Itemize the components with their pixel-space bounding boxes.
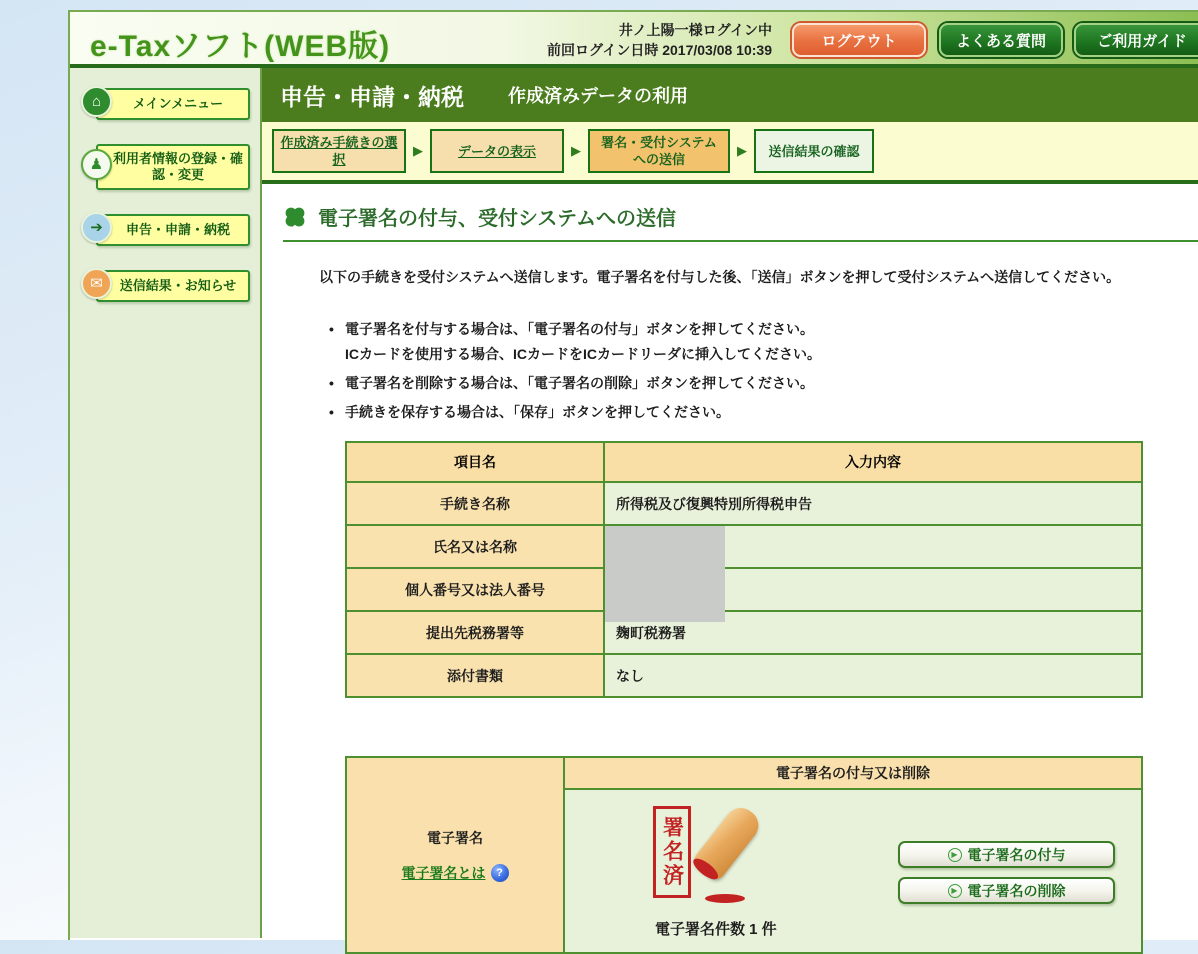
- signature-label-cell: [347, 758, 565, 952]
- hanko-stamp-icon: [691, 802, 765, 883]
- table-row: [346, 482, 1142, 525]
- sidebar-item-label: 利用者情報の登録・確認・変更: [112, 151, 243, 182]
- clover-icon: [283, 205, 307, 229]
- table-row: [346, 525, 1142, 568]
- signature-table: [345, 756, 1143, 954]
- table-row: [346, 611, 1142, 654]
- row-label: 添付書類: [346, 654, 604, 697]
- row-value: 所得税及び復興特別所得税申告: [604, 482, 1142, 525]
- redacted-area: [605, 526, 725, 622]
- step-navigation: [262, 122, 1198, 184]
- faq-button[interactable]: よくある質問: [939, 23, 1063, 57]
- home-icon: ⌂: [81, 86, 112, 117]
- page-title: 申告・申請・納税: [280, 83, 464, 110]
- app-header: [70, 12, 1198, 68]
- sidebar-item-results[interactable]: [90, 270, 250, 302]
- instruction-item: • 電子署名を付与する場合は、「電子署名の付与」ボタンを押してください。: [329, 317, 1198, 342]
- step-arrow-icon: ▶: [571, 143, 581, 158]
- etax-window: [68, 10, 1198, 940]
- signature-help-link[interactable]: 電子署名とは: [401, 865, 486, 881]
- column-header-value: 入力内容: [604, 442, 1142, 482]
- page-description: 以下の手続きを受付システムへ送信します。電子署名を付与した後、「送信」ボタンを押して受付システムへ送信してください。: [319, 269, 1121, 285]
- step-arrow-icon: ▶: [737, 143, 747, 158]
- row-label: 個人番号又は法人番号: [346, 568, 604, 611]
- login-user-text: 井ノ上陽一様ログイン中: [618, 22, 772, 38]
- table-header-row: [346, 442, 1142, 482]
- row-value: なし: [604, 654, 1142, 697]
- app-logo: e-Taxソフト(WEB版): [90, 30, 391, 63]
- main-area: [262, 68, 1198, 938]
- sidebar-item-label: 申告・申請・納税: [125, 222, 230, 237]
- ink-mark: [705, 894, 745, 903]
- login-status: [450, 20, 772, 60]
- signature-panel-header: 電子署名の付与又は削除: [565, 758, 1141, 790]
- sidebar-item-label: メインメニュー: [132, 96, 224, 111]
- user-icon: ♟: [81, 149, 112, 180]
- logout-button[interactable]: ログアウト: [792, 23, 926, 57]
- step-view-data[interactable]: データの表示: [430, 129, 564, 173]
- play-icon: ▶: [948, 884, 962, 898]
- stamp-text: 署名済: [660, 816, 684, 888]
- mail-icon: ✉: [81, 268, 112, 299]
- sidebar-item-label: 送信結果・お知らせ: [119, 278, 237, 293]
- delete-signature-button[interactable]: [898, 877, 1115, 904]
- instruction-list: [329, 317, 1198, 425]
- step-confirm-result: 送信結果の確認: [754, 129, 874, 173]
- stamp-frame: [653, 806, 691, 898]
- row-label: 氏名又は名称: [346, 525, 604, 568]
- instruction-item: • 手続きを保存する場合は、「保存」ボタンを押してください。: [329, 400, 1198, 425]
- guide-button[interactable]: ご利用ガイド: [1074, 23, 1198, 57]
- instruction-item-continued: ICカードを使用する場合、ICカードをICカードリーダに挿入してください。: [345, 346, 821, 362]
- row-value: 麹町税務署: [604, 611, 1142, 654]
- attach-signature-label: 電子署名の付与: [967, 846, 1066, 863]
- attach-signature-button[interactable]: [898, 841, 1115, 868]
- step-sign-and-send: 署名・受付システムへの送信: [588, 129, 730, 173]
- sidebar-item-filing[interactable]: [90, 214, 250, 246]
- table-row: [346, 568, 1142, 611]
- signature-panel: [565, 758, 1141, 952]
- signature-count: 電子署名件数 1 件: [655, 921, 777, 938]
- signed-stamp-illustration: [653, 806, 803, 916]
- signature-label: 電子署名: [427, 830, 483, 846]
- question-icon[interactable]: ?: [491, 864, 509, 882]
- row-label: 手続き名称: [346, 482, 604, 525]
- page-title-bar: [262, 68, 1198, 122]
- procedure-summary-table: [345, 441, 1143, 698]
- step-arrow-icon: ▶: [413, 143, 423, 158]
- section-header: [283, 202, 1198, 242]
- row-label: 提出先税務署等: [346, 611, 604, 654]
- sidebar: [70, 68, 262, 938]
- column-header-item: 項目名: [346, 442, 604, 482]
- table-row: [346, 654, 1142, 697]
- delete-signature-label: 電子署名の削除: [967, 882, 1066, 899]
- sidebar-item-user-info[interactable]: [89, 144, 250, 190]
- last-login-text: 前回ログイン日時 2017/03/08 10:39: [547, 42, 772, 58]
- play-icon: ▶: [948, 848, 962, 862]
- section-title: 電子署名の付与、受付システムへの送信: [318, 208, 676, 230]
- file-icon: ➔: [81, 212, 112, 243]
- page-subtitle: 作成済みデータの利用: [508, 86, 688, 106]
- sidebar-item-main-menu[interactable]: [91, 88, 250, 120]
- step-select-procedure[interactable]: 作成済み手続きの選択: [272, 129, 406, 173]
- instruction-item: • 電子署名を削除する場合は、「電子署名の削除」ボタンを押してください。: [329, 371, 1198, 396]
- signature-panel-body: [565, 790, 1141, 952]
